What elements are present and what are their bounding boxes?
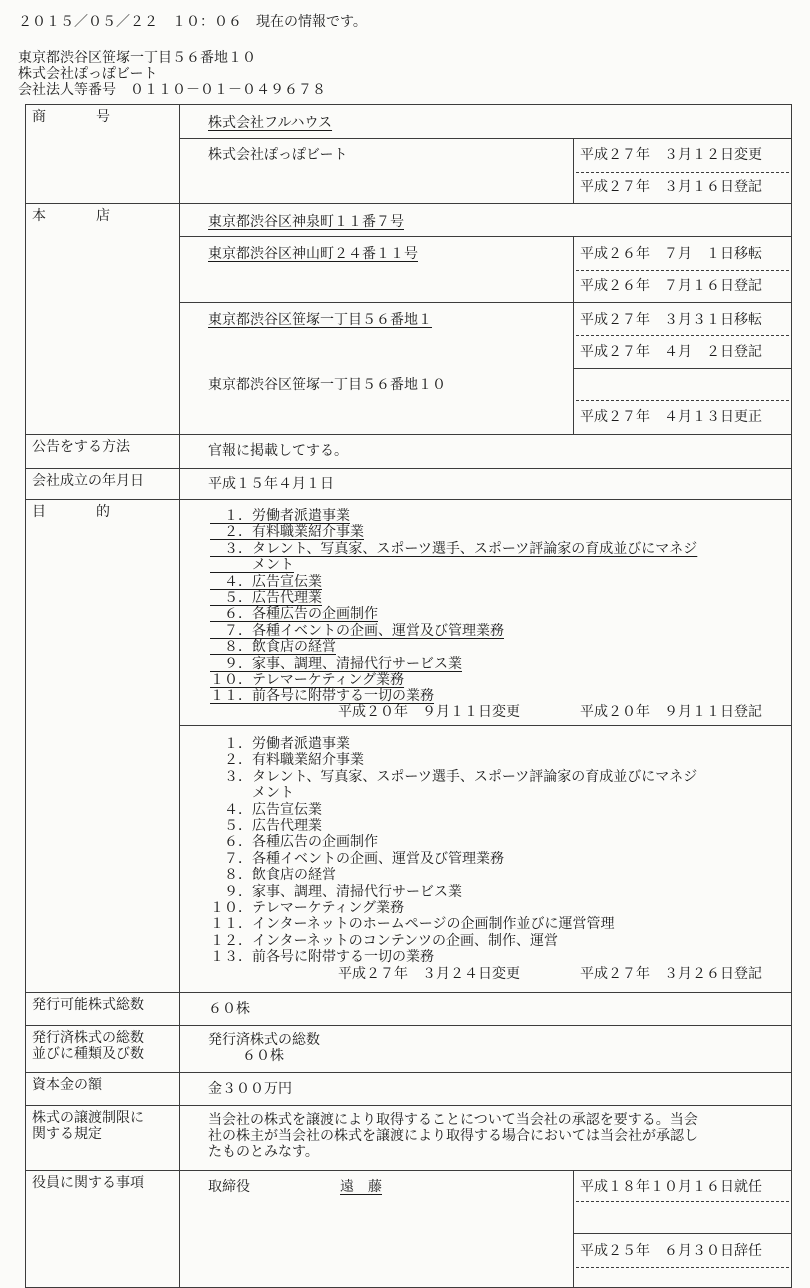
cell-transfer-restriction — [180, 1106, 792, 1171]
purpose-item: ９．家事、調理、清掃代行サービス業 — [210, 655, 462, 672]
label-issued-shares-line1: 発行済株式の総数 — [32, 1030, 144, 1046]
officer-name: 遠 藤 — [340, 1179, 382, 1195]
head-office-addr2: 東京都渋谷区笹塚一丁目５６番地１ — [208, 312, 432, 328]
transfer-line-2: 社の株主が当会社の株式を譲渡により取得する場合においては当会社が承認し — [208, 1128, 698, 1144]
addr1-registered-date: 平成２６年 ７月１６日登記 — [580, 278, 762, 294]
cell-officers — [180, 1171, 792, 1288]
purpose-item: メント — [210, 557, 294, 574]
established-value: 平成１５年４月１日 — [208, 476, 334, 492]
cell-issued-shares — [180, 1026, 792, 1073]
transfer-line-1: 当会社の株式を譲渡により取得することについて当会社の承認を要する。当会 — [208, 1112, 698, 1128]
registry-table — [25, 104, 792, 1288]
head-office-current: 東京都渋谷区神泉町１１番７号 — [208, 214, 404, 230]
row-capital — [26, 1073, 792, 1106]
notice-value: 官報に掲載してする。 — [208, 443, 348, 459]
row-officers — [26, 1171, 792, 1288]
purpose-item: １３．前各号に附帯する一切の業務 — [210, 949, 434, 966]
purpose-item: ６．各種広告の企画制作 — [210, 606, 378, 623]
purpose-item: ８．飲食店の経営 — [210, 867, 336, 884]
addr3-corrected-date: 平成２７年 ４月１３日更正 — [580, 409, 762, 425]
purpose-item: １０．テレマーケティング業務 — [210, 899, 405, 916]
purpose-item: ８．飲食店の経営 — [210, 639, 336, 656]
purpose-item: ７．各種イベントの企画、運営及び管理業務 — [210, 622, 504, 639]
timestamp-line: ２０１５／０５／２２ １０：０６ 現在の情報です。 — [18, 14, 367, 30]
head-office-addr1: 東京都渋谷区神山町２４番１１号 — [208, 246, 418, 262]
purpose-item: ４．広告宣伝業 — [210, 801, 322, 818]
capital-value: 金３００万円 — [208, 1081, 292, 1097]
label-authorized-shares: 発行可能株式総数 — [26, 993, 180, 1026]
cell-authorized-shares — [180, 993, 792, 1026]
label-officers: 役員に関する事項 — [26, 1171, 180, 1288]
purpose-item: １０．テレマーケティング業務 — [210, 671, 405, 688]
row-notice — [26, 435, 792, 469]
row-authorized-shares — [26, 993, 792, 1026]
purpose-item: メント — [210, 785, 294, 802]
purpose-item: １．労働者派遣事業 — [210, 736, 350, 752]
header-company: 株式会社ぽっぽビート — [18, 66, 158, 82]
purpose-item: ６．各種広告の企画制作 — [210, 834, 378, 851]
purpose-item: ３．タレント、写真家、スポーツ選手、スポーツ評論家の育成並びにマネジ — [210, 540, 698, 557]
trade-name-changed-date: 平成２７年 ３月１２日変更 — [580, 147, 762, 163]
cell-trade-name — [180, 105, 792, 204]
label-purpose: 目 的 — [26, 500, 180, 993]
label-transfer-line2: 関する規定 — [32, 1126, 102, 1142]
head-office-addr3: 東京都渋谷区笹塚一丁目５６番地１０ — [208, 377, 446, 393]
label-issued-shares — [26, 1026, 180, 1073]
purpose-new-registered: 平成２７年 ３月２６日登記 — [580, 966, 762, 982]
purpose-item: ２．有料職業紹介事業 — [210, 752, 364, 769]
row-purpose — [26, 500, 792, 993]
header-corp-number: 会社法人等番号 ０１１０－０１－０４９６７８ — [18, 82, 326, 98]
label-transfer-line1: 株式の譲渡制限に — [32, 1110, 144, 1126]
purpose-item: １．労働者派遣事業 — [210, 508, 350, 524]
row-head-office — [26, 204, 792, 435]
row-transfer-restriction — [26, 1106, 792, 1171]
issued-shares-value-line1: 発行済株式の総数 — [208, 1032, 320, 1048]
purpose-old-changed: 平成２０年 ９月１１日変更 — [338, 704, 520, 720]
cell-capital — [180, 1073, 792, 1106]
cell-notice — [180, 435, 792, 469]
purpose-item: １２．インターネットのコンテンツの企画、制作、運営 — [210, 932, 559, 949]
header-address: 東京都渋谷区笹塚一丁目５６番地１０ — [18, 50, 256, 66]
addr2-registered-date: 平成２７年 ４月 ２日登記 — [580, 344, 762, 360]
label-capital: 資本金の額 — [26, 1073, 180, 1106]
purpose-item: ４．広告宣伝業 — [210, 573, 322, 590]
officer-resigned-date: 平成２５年 ６月３０日辞任 — [580, 1243, 762, 1259]
row-established — [26, 469, 792, 500]
purpose-item: ９．家事、調理、清掃代行サービス業 — [210, 883, 462, 900]
label-head-office: 本 店 — [26, 204, 180, 435]
purpose-item: ５．広告代理業 — [210, 817, 322, 834]
cell-established — [180, 469, 792, 500]
purpose-item: １１．インターネットのホームページの企画制作並びに運営管理 — [210, 916, 615, 933]
label-issued-shares-line2: 並びに種類及び数 — [32, 1046, 144, 1062]
cell-purpose — [180, 500, 792, 993]
purpose-item: １１．前各号に附帯する一切の業務 — [210, 688, 434, 705]
purpose-item: ５．広告代理業 — [210, 589, 322, 606]
authorized-shares-value: ６０株 — [208, 1001, 250, 1017]
label-transfer-restriction — [26, 1106, 180, 1171]
trade-name-current: 株式会社フルハウス — [208, 115, 333, 131]
label-notice: 公告をする方法 — [26, 435, 180, 469]
purpose-item: ２．有料職業紹介事業 — [210, 524, 364, 541]
purpose-item: ７．各種イベントの企画、運営及び管理業務 — [210, 850, 504, 867]
cell-head-office — [180, 204, 792, 435]
addr2-moved-date: 平成２７年 ３月３１日移転 — [580, 312, 762, 328]
purpose-new-list — [210, 736, 697, 965]
transfer-line-3: たものとみなす。 — [208, 1144, 319, 1160]
row-trade-name — [26, 105, 792, 204]
trade-name-prev: 株式会社ぽっぽビート — [208, 147, 348, 163]
purpose-old-list — [210, 508, 697, 705]
purpose-item: ３．タレント、写真家、スポーツ選手、スポーツ評論家の育成並びにマネジ — [210, 768, 698, 785]
purpose-old-registered: 平成２０年 ９月１１日登記 — [580, 704, 762, 720]
issued-shares-value-line2: ６０株 — [242, 1048, 284, 1064]
officer-role: 取締役 — [208, 1179, 250, 1195]
officer-appointed-date: 平成１８年１０月１６日就任 — [580, 1179, 762, 1195]
purpose-new-changed: 平成２７年 ３月２４日変更 — [338, 966, 520, 982]
label-trade-name: 商 号 — [26, 105, 180, 204]
addr1-moved-date: 平成２６年 ７月 １日移転 — [580, 246, 762, 262]
label-established: 会社成立の年月日 — [26, 469, 180, 500]
row-issued-shares — [26, 1026, 792, 1073]
trade-name-registered-date: 平成２７年 ３月１６日登記 — [580, 179, 762, 195]
